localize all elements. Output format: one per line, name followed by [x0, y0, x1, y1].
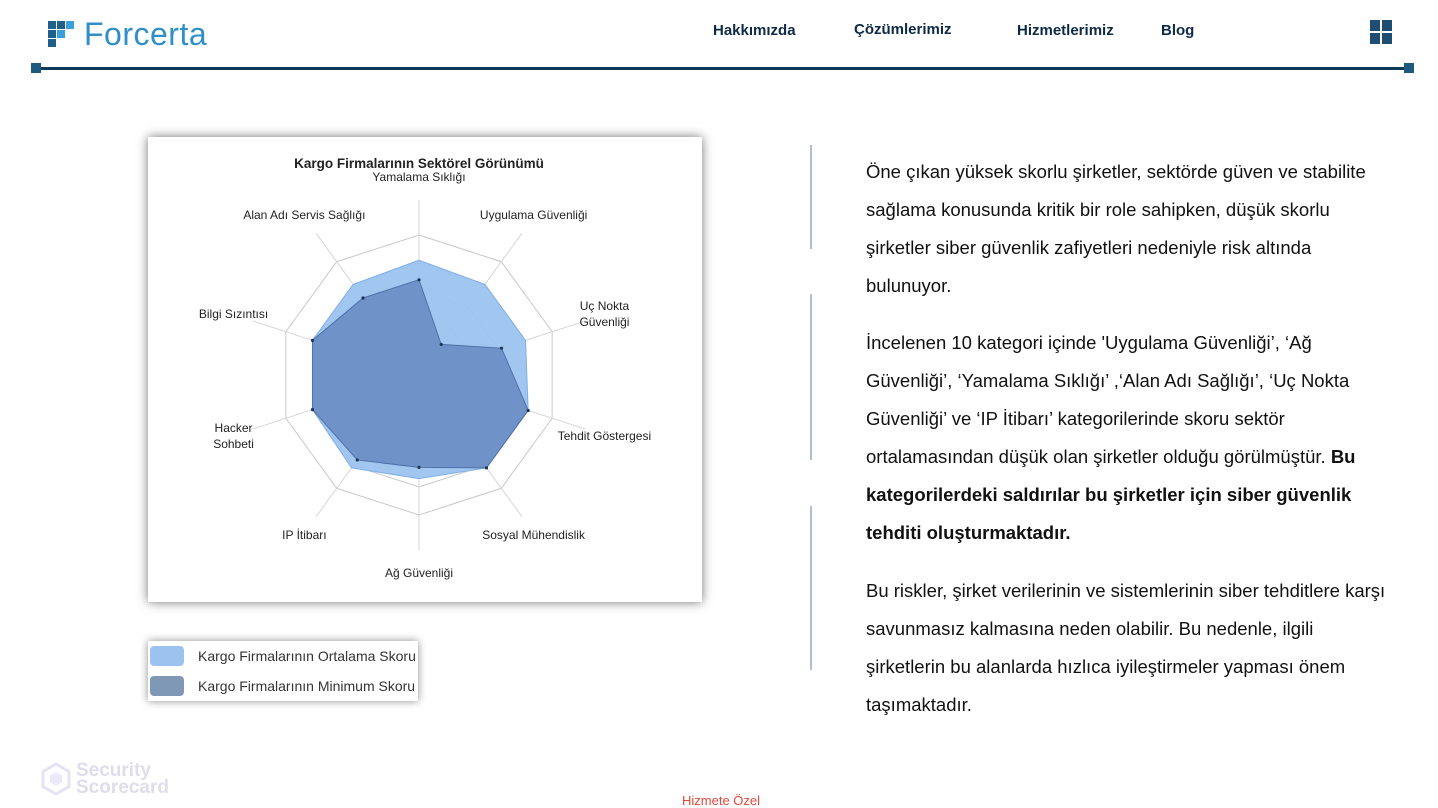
legend-item-minimum: [148, 671, 415, 701]
text-accent-line-1: [810, 145, 812, 249]
nav-hakkimizda[interactable]: Hakkımızda: [713, 22, 796, 39]
radar-point: [311, 339, 314, 342]
radar-axis-label: Uç Nokta Güvenliği: [579, 298, 630, 329]
scorecard-hexagon-icon: [40, 762, 72, 796]
header-divider: [36, 67, 1410, 70]
nav-hizmetlerimiz[interactable]: Hizmetlerimiz: [1017, 22, 1114, 39]
divider-cap-right: [1404, 63, 1414, 73]
forcerta-logo-icon: [48, 19, 76, 49]
nav-blog[interactable]: Blog: [1161, 22, 1195, 39]
radar-point: [417, 466, 420, 469]
watermark-text: Security Scorecard: [76, 760, 169, 798]
radar-axis-label: Bilgi Sızıntısı: [198, 306, 269, 321]
text-accent-line-3: [810, 506, 812, 670]
radar-axis-label: Ağ Güvenliği: [384, 566, 454, 580]
paragraph-categories: [866, 324, 1396, 552]
radar-point: [356, 458, 359, 461]
menu-grid-icon[interactable]: [1370, 20, 1392, 44]
radar-axis-label: Sosyal Mühendislik: [482, 528, 585, 543]
radar-axis-label: Tehdit Göstergesi: [557, 429, 652, 444]
legend-label-minimum: Kargo Firmalarının Minimum Skoru: [198, 678, 416, 694]
paragraph-high-score: Öne çıkan yüksek skorlu şirketler, sektörde güven ve stabilite sağlama konusunda kritik bir role sahipken, düşük skorlu şirketler siber güvenlik zafiyetleri nedeniyle risk altında bulunuyor.: [866, 161, 1366, 296]
radar-point: [500, 347, 503, 350]
radar-point: [485, 466, 488, 469]
radar-point: [361, 296, 364, 299]
paragraph-categories-emphasis: Bu kategorilerdeki saldırılar bu şirketler için siber güvenlik tehditi oluşturmaktadır.: [866, 446, 1356, 543]
radar-point: [440, 343, 443, 346]
radar-chart: [148, 137, 702, 602]
radar-axis-label: IP İtibarı: [282, 528, 327, 543]
radar-point: [527, 409, 530, 412]
brand-name: Forcerta: [84, 16, 208, 52]
legend-swatch-minimum: [150, 676, 184, 696]
radar-axis-label: Yamalama Sıklığı: [372, 170, 466, 184]
radar-chart-card: [148, 137, 702, 602]
brand-logo[interactable]: [48, 17, 207, 51]
radar-axis-label: Hacker Sohbeti: [213, 421, 254, 452]
security-scorecard-watermark: [40, 762, 186, 796]
legend-label-average: Kargo Firmalarının Ortalama Skoru: [198, 648, 416, 664]
classification-note: Hizmete Özel: [682, 793, 761, 808]
paragraph-categories-text: İncelenen 10 kategori içinde 'Uygulama Güvenliği’, ‘Ağ Güvenliği’, ‘Yamalama Sıklığı’ ,‘Alan Adı Sağlığı’, ‘Uç Nokta Güvenliği’ ve ‘IP İtibarı’ kategorilerinde skoru sektör ortalamasından düşük olan şirketler olduğu görülmüştür.: [866, 332, 1350, 467]
radar-point: [417, 278, 420, 281]
text-accent-line-2: [810, 294, 812, 460]
radar-axis-label: Alan Adı Servis Sağlığı: [243, 207, 366, 222]
paragraph-risks: Bu riskler, şirket verilerinin ve sistemlerinin siber tehditlere karşı savunmasız kalmasına neden olabilir. Bu nedenle, ilgili şirketlerin bu alanlarda hızlıca iyileştirmeler yapması önem taşımaktadır.: [866, 580, 1386, 715]
legend-item-average: [148, 641, 416, 671]
legend-swatch-average: [150, 646, 184, 666]
divider-cap-left: [31, 63, 41, 73]
chart-legend: [148, 641, 418, 701]
radar-point: [311, 408, 314, 411]
chart-title: Kargo Firmalarının Sektörel Görünümü: [294, 156, 544, 171]
nav-cozumlerimiz[interactable]: Çözümlerimiz: [854, 21, 952, 38]
radar-axis-label: Uygulama Güvenliği: [479, 207, 588, 222]
